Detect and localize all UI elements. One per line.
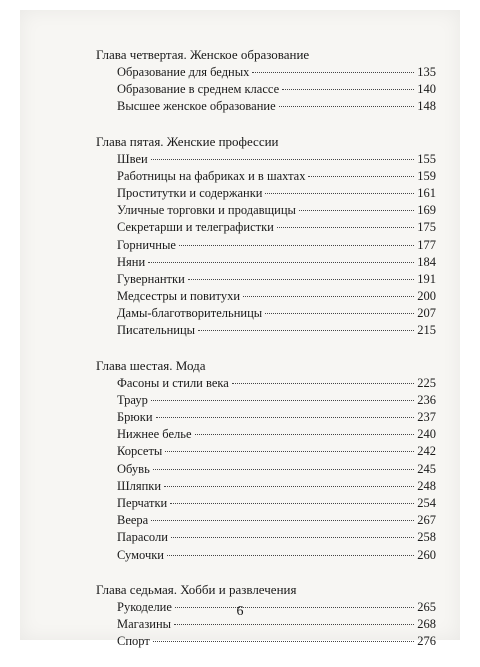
entry-page-number: 161 (417, 185, 436, 200)
toc-entry (96, 219, 436, 236)
dot-leader (188, 279, 414, 280)
dot-leader (153, 641, 414, 642)
entry-label: Уличные торговки и продавщицы (117, 203, 296, 218)
entry-page-number: 177 (417, 237, 436, 252)
entry-page-number: 175 (417, 220, 436, 235)
entry-label: Сумочки (117, 547, 164, 562)
dot-leader (179, 245, 414, 246)
entry-page-number: 236 (417, 392, 436, 407)
entry-label: Рукоделие (117, 599, 172, 614)
toc-entry (96, 495, 436, 512)
toc-entry (96, 322, 436, 339)
dot-leader (195, 434, 415, 435)
toc-entry (96, 392, 436, 409)
toc-entry (96, 288, 436, 305)
entry-label: Дамы-благотворительницы (117, 306, 263, 321)
toc-entry (96, 512, 436, 529)
entry-label: Брюки (117, 410, 153, 424)
toc-entry (96, 529, 436, 546)
entry-label: Магазины (117, 616, 172, 631)
dot-leader (252, 72, 414, 73)
dot-leader (232, 383, 414, 384)
book-page (20, 10, 460, 649)
toc-entry (96, 151, 436, 168)
entry-label: Перчатки (117, 495, 168, 510)
dot-leader (156, 417, 415, 418)
entry-label: Горничные (117, 237, 176, 252)
toc-entry (96, 478, 436, 495)
chapter-title: Глава шестая. Мода (96, 357, 206, 373)
toc-entry (96, 64, 436, 81)
chapter-section (96, 357, 436, 564)
dot-leader (198, 330, 414, 331)
entry-label: Шляпки (117, 478, 162, 493)
page-number: 6 (236, 604, 244, 619)
entry-page-number: 169 (417, 203, 436, 218)
entry-page-number: 245 (417, 461, 436, 476)
toc-entry (96, 305, 436, 322)
dot-leader (153, 469, 414, 470)
chapter-title: Глава пятая. Женские профессии (96, 133, 279, 149)
toc-entry (96, 633, 436, 650)
entry-page-number: 242 (417, 444, 436, 459)
entry-page-number: 200 (417, 289, 436, 304)
entry-page-number: 260 (417, 547, 436, 562)
toc-entry (96, 271, 436, 288)
chapter-title: Глава четвертая. Женское образование (96, 47, 310, 62)
dot-leader (265, 313, 414, 314)
entry-label: Образование в среднем классе (117, 82, 280, 97)
dot-leader (174, 624, 414, 625)
entry-label: Швеи (117, 151, 148, 166)
entry-label: Высшее женское образование (117, 99, 276, 114)
entry-page-number: 159 (417, 168, 436, 183)
chapter-title: Глава седьмая. Хобби и развлечения (96, 581, 297, 597)
toc-entry (96, 461, 436, 478)
entry-page-number: 140 (417, 82, 436, 97)
entry-page-number: 148 (417, 99, 436, 114)
dot-leader (279, 106, 415, 107)
dot-leader (151, 400, 414, 401)
dot-leader (167, 555, 414, 556)
dot-leader (151, 520, 414, 521)
entry-label: Образование для бедных (117, 65, 250, 79)
entry-page-number: 248 (417, 478, 436, 493)
entry-page-number: 276 (417, 634, 436, 649)
entry-label: Веера (117, 513, 149, 528)
dot-leader (170, 503, 414, 504)
entry-page-number: 135 (417, 65, 436, 79)
toc-entry (96, 443, 436, 460)
entry-label: Нижнее белье (117, 427, 192, 442)
dot-leader (164, 486, 414, 487)
toc-entry (96, 185, 436, 202)
entry-label: Траур (117, 392, 148, 407)
entry-label: Няни (117, 254, 146, 269)
dot-leader (308, 176, 414, 177)
entry-page-number: 237 (417, 410, 436, 424)
entry-page-number: 207 (417, 306, 436, 321)
entry-page-number: 215 (417, 323, 436, 338)
entry-label: Фасоны и стили века (117, 375, 229, 390)
toc-entry (96, 98, 436, 115)
dot-leader (299, 210, 414, 211)
dot-leader (171, 537, 414, 538)
entry-page-number: 254 (417, 495, 436, 510)
toc-entry (96, 426, 436, 443)
entry-label: Писательницы (117, 323, 196, 338)
dot-leader (243, 296, 414, 297)
dot-leader (148, 262, 414, 263)
toc-entry (96, 375, 436, 392)
entry-page-number: 240 (417, 427, 436, 442)
toc-entry (96, 254, 436, 271)
toc-entry (96, 168, 436, 185)
toc-entry (96, 409, 436, 426)
entry-label: Корсеты (117, 444, 163, 459)
entry-label: Спорт (117, 634, 150, 649)
dot-leader (165, 451, 414, 452)
chapter-section (96, 46, 436, 116)
dot-leader (282, 89, 414, 90)
entry-label: Медсестры и повитухи (117, 289, 241, 304)
table-of-contents (96, 46, 436, 667)
entry-page-number: 184 (417, 254, 436, 269)
dot-leader (151, 159, 415, 160)
entry-page-number: 258 (417, 530, 436, 545)
toc-entry (96, 547, 436, 564)
entry-page-number: 191 (417, 271, 436, 286)
entry-label: Обувь (117, 461, 150, 476)
entry-page-number: 155 (417, 151, 436, 166)
entry-page-number: 265 (417, 599, 436, 614)
entry-page-number: 268 (417, 616, 436, 631)
entry-page-number: 225 (417, 375, 436, 390)
toc-entry (96, 237, 436, 254)
dot-leader (277, 227, 414, 228)
chapter-section (96, 133, 436, 340)
entry-label: Секретарши и телеграфистки (117, 220, 274, 235)
entry-label: Парасоли (117, 530, 168, 545)
entry-label: Гувернантки (117, 271, 185, 286)
entry-page-number: 267 (417, 513, 436, 528)
entry-label: Работницы на фабриках и в шахтах (117, 168, 306, 183)
entry-label: Проститутки и содержанки (117, 185, 263, 200)
dot-leader (265, 193, 414, 194)
toc-entry (96, 81, 436, 98)
toc-entry (96, 202, 436, 219)
